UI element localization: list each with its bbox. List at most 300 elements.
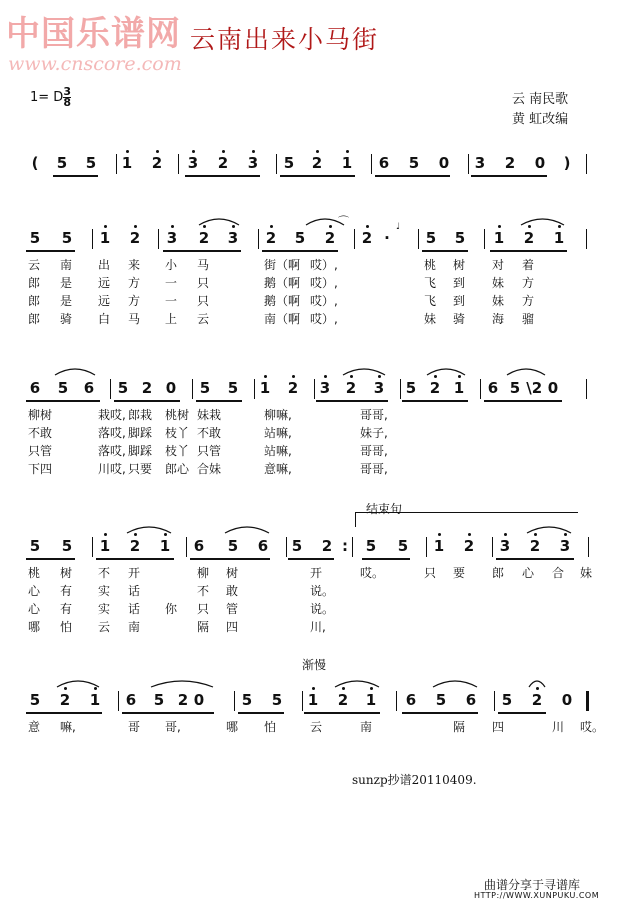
lyric-syllable: 哎）, [310, 312, 338, 326]
watermark-url: www.cnscore.com [8, 53, 182, 75]
lyric-syllable: 南 [60, 258, 73, 272]
note: 5 [397, 537, 409, 555]
barline [158, 229, 159, 249]
note: 1 [341, 154, 353, 172]
note: 2 [324, 229, 336, 247]
lyric-syllable: 川哎, [98, 462, 126, 476]
note: 3 [373, 379, 385, 397]
note: 5 [61, 537, 73, 555]
eighth-beam [122, 712, 214, 714]
slur [432, 678, 478, 688]
lyric-syllable: 到 [453, 276, 466, 290]
note: 5 [29, 537, 41, 555]
lyric-syllable: 川, [310, 620, 326, 634]
lyric-syllable: 开 [310, 566, 323, 580]
note: 2 [141, 379, 153, 397]
lyric-syllable: 小 [165, 258, 178, 272]
note: 1 [365, 691, 377, 709]
barline [494, 691, 495, 711]
lyric-syllable: 着 [522, 258, 535, 272]
lyric-syllable: 南 [128, 620, 141, 634]
note: 5 [435, 691, 447, 709]
eighth-beam [280, 175, 355, 177]
barline [586, 691, 589, 711]
note: 2 [529, 537, 541, 555]
lyric-syllable: 哥 [128, 720, 141, 734]
octave-dot [366, 225, 369, 228]
lyric-syllable: 你 [165, 602, 178, 616]
barline [480, 379, 481, 399]
note: 2 [429, 379, 441, 397]
eighth-beam [362, 558, 410, 560]
lyric-syllable: 落哎, [98, 426, 126, 440]
lyric-syllable: 哎。 [360, 566, 385, 580]
lyric-syllable: 郎栽 [128, 408, 153, 422]
lyric-syllable: 话 [128, 602, 141, 616]
lyric-syllable: 意 [28, 720, 41, 734]
lyric-syllable: 有 [60, 602, 73, 616]
lyric-syllable: 脚踩 [128, 444, 153, 458]
octave-dot [498, 225, 501, 228]
barline [92, 537, 93, 557]
note: 2 [531, 379, 543, 397]
lyric-syllable: 哥哥, [360, 462, 388, 476]
eighth-beam [402, 712, 478, 714]
lyric-syllable: 不 [98, 566, 111, 580]
barline [254, 379, 255, 399]
note: 6 [83, 379, 95, 397]
eighth-beam [498, 712, 546, 714]
key-signature [30, 87, 71, 108]
lyric-syllable: 上 [165, 312, 178, 326]
note: 5 [241, 691, 253, 709]
eighth-beam [26, 400, 100, 402]
barline [116, 154, 117, 174]
note: 5 [501, 691, 513, 709]
note: 6 [405, 691, 417, 709]
lyric-syllable: 哥, [165, 720, 181, 734]
lyric-syllable: 柳树 [28, 408, 53, 422]
eighth-beam [196, 400, 242, 402]
lyric-syllable: 出 [98, 258, 111, 272]
lyric-syllable: 哎）, [310, 258, 338, 272]
note: 5 [271, 691, 283, 709]
note: 6 [29, 379, 41, 397]
lyric-syllable: 妹 [424, 312, 437, 326]
barline [286, 537, 287, 557]
barline [396, 691, 397, 711]
eighth-beam [402, 400, 468, 402]
lyric-syllable: 妹子, [360, 426, 388, 440]
octave-dot [264, 375, 267, 378]
lyric-syllable: 要 [453, 566, 466, 580]
lyric-syllable: 有 [60, 584, 73, 598]
lyric-syllable: 骑 [453, 312, 466, 326]
note: 5 [227, 537, 239, 555]
note: 2 [129, 229, 141, 247]
lyric-syllable: 郎 [28, 276, 41, 290]
eighth-beam [422, 250, 468, 252]
lyric-syllable: 妹栽 [197, 408, 222, 422]
lyric-syllable: 南（啊 [264, 312, 301, 326]
slur [520, 216, 565, 226]
note: ) [563, 154, 571, 172]
lyric-syllable: 飞 [424, 276, 437, 290]
lyric-syllable: 来 [128, 258, 141, 272]
credit-source: 云 南民歌 [512, 92, 569, 107]
note: : [342, 537, 348, 555]
note: 2 [177, 691, 189, 709]
lyric-syllable: 落哎, [98, 444, 126, 458]
barline [192, 379, 193, 399]
note: 2 [361, 229, 373, 247]
note: 2 [217, 154, 229, 172]
note: \ [526, 379, 532, 397]
slur [334, 678, 380, 688]
slur [126, 524, 172, 534]
time-signature [63, 87, 71, 108]
note: 1 [89, 691, 101, 709]
lyric-syllable: 怕 [60, 620, 73, 634]
note: 1 [553, 229, 565, 247]
ending-label: 结束句 [366, 502, 403, 516]
barline [426, 537, 427, 557]
eighth-beam [471, 175, 547, 177]
barline [118, 691, 119, 711]
barline [484, 229, 485, 249]
barline [352, 537, 353, 557]
lyric-syllable: 不 [197, 584, 210, 598]
credit-arranger: 黄 虹改编 [512, 112, 569, 127]
note: 2 [463, 537, 475, 555]
barline [186, 537, 187, 557]
slur [506, 366, 546, 376]
note: ( [31, 154, 39, 172]
note: 1 [99, 537, 111, 555]
slur [528, 678, 546, 688]
eighth-beam [26, 558, 75, 560]
slur [150, 678, 214, 688]
eighth-beam [53, 175, 98, 177]
lyric-syllable: 栽哎, [98, 408, 126, 422]
octave-dot [171, 225, 174, 228]
barline [110, 379, 111, 399]
note: 3 [319, 379, 331, 397]
lyric-syllable: 南 [360, 720, 373, 734]
note: 5 [61, 229, 73, 247]
note: 2 [287, 379, 299, 397]
note: 2 [345, 379, 357, 397]
lyric-syllable: 川 [552, 720, 565, 734]
note: 2 [311, 154, 323, 172]
barline [258, 229, 259, 249]
lyric-syllable: 只 [197, 294, 210, 308]
lyric-syllable: 脚踩 [128, 426, 153, 440]
song-title: 云南出来小马街 [190, 25, 380, 54]
note: 2 [198, 229, 210, 247]
note: 1 [259, 379, 271, 397]
eighth-beam [26, 712, 102, 714]
eighth-beam [163, 250, 241, 252]
lyric-syllable: 妹 [492, 294, 505, 308]
lyric-syllable: 马 [128, 312, 141, 326]
lyric-syllable: 哎。 [580, 720, 605, 734]
lyric-syllable: 妹 [492, 276, 505, 290]
lyric-syllable: 只 [197, 602, 210, 616]
eighth-beam [185, 175, 260, 177]
note: 1 [453, 379, 465, 397]
time-beats: 3 [63, 85, 71, 98]
slur [426, 366, 466, 376]
octave-dot [134, 225, 137, 228]
note: 1 [433, 537, 445, 555]
note: 0 [547, 379, 559, 397]
lyric-syllable: 郎心 [165, 462, 190, 476]
note: 5 [117, 379, 129, 397]
eighth-beam [114, 400, 180, 402]
note: 5 [283, 154, 295, 172]
key-prefix: 1= D [30, 90, 64, 105]
lyric-syllable: 是 [60, 294, 73, 308]
lyric-syllable: 方 [128, 294, 141, 308]
lyric-syllable: 远 [98, 276, 111, 290]
eighth-beam [262, 250, 338, 252]
eighth-beam [190, 558, 270, 560]
note: · [384, 229, 390, 247]
note: 5 [294, 229, 306, 247]
eighth-beam [288, 558, 334, 560]
lyric-syllable: 方 [522, 276, 535, 290]
transcriber-note: sunzp抄谱20110409. [352, 773, 477, 787]
lyric-syllable: 心 [28, 602, 41, 616]
note: 0 [561, 691, 573, 709]
lyric-syllable: 郎 [492, 566, 505, 580]
octave-dot [192, 150, 195, 153]
eighth-beam [96, 558, 174, 560]
note: 3 [166, 229, 178, 247]
note: 5 [57, 379, 69, 397]
lyric-syllable: 妹 [580, 566, 593, 580]
note: 6 [378, 154, 390, 172]
octave-dot [156, 150, 159, 153]
note: 5 [408, 154, 420, 172]
lyric-syllable: 合 [552, 566, 565, 580]
lyric-syllable: 站嘛, [264, 426, 292, 440]
note: 5 [365, 537, 377, 555]
footer-site: HTTP://WWW.XUNPUKU.COM [474, 891, 600, 900]
note: 2 [504, 154, 516, 172]
lyric-syllable: 柳 [197, 566, 210, 580]
eighth-beam [496, 558, 574, 560]
note: 5 [509, 379, 521, 397]
barline [276, 154, 277, 174]
octave-dot [104, 225, 107, 228]
note: 2 [523, 229, 535, 247]
lyric-syllable: 四 [226, 620, 239, 634]
slur [56, 678, 100, 688]
lyric-syllable: 开 [128, 566, 141, 580]
time-unit: 8 [63, 96, 71, 109]
lyric-syllable: 哥哥, [360, 408, 388, 422]
lyric-syllable: 方 [128, 276, 141, 290]
lyric-syllable: 云 [197, 312, 210, 326]
lyric-syllable: 树 [453, 258, 466, 272]
lyric-syllable: 四 [492, 720, 505, 734]
lyric-syllable: 桃 [424, 258, 437, 272]
lyric-syllable: 怕 [264, 720, 277, 734]
note: 2 [59, 691, 71, 709]
lyric-syllable: 白 [98, 312, 111, 326]
barline [234, 691, 235, 711]
barline [92, 229, 93, 249]
slur [198, 216, 240, 226]
note: 2 [531, 691, 543, 709]
lyric-syllable: 意嘛, [264, 462, 292, 476]
lyric-syllable: 是 [60, 276, 73, 290]
octave-dot [252, 150, 255, 153]
note: 6 [125, 691, 137, 709]
lyric-syllable: 实 [98, 602, 111, 616]
lyric-syllable: 实 [98, 584, 111, 598]
lyric-syllable: 鹅（啊 [264, 276, 301, 290]
lyric-syllable: 哪 [28, 620, 41, 634]
note: 0 [165, 379, 177, 397]
barline [314, 379, 315, 399]
lyric-syllable: 到 [453, 294, 466, 308]
note: 3 [227, 229, 239, 247]
tempo-mark: 渐慢 [302, 658, 327, 672]
lyric-syllable: 嘛, [60, 720, 76, 734]
lyric-syllable: 话 [128, 584, 141, 598]
lyric-syllable: 桃 [28, 566, 41, 580]
lyric-syllable: 说。 [310, 602, 335, 616]
note: 2 [337, 691, 349, 709]
barline [354, 229, 355, 249]
note: 5 [405, 379, 417, 397]
note: 6 [487, 379, 499, 397]
note: 2 [265, 229, 277, 247]
note: 1 [493, 229, 505, 247]
lyric-syllable: 郎 [28, 294, 41, 308]
note: 1 [307, 691, 319, 709]
eighth-beam [26, 250, 75, 252]
slur [54, 366, 96, 376]
lyric-syllable: 云 [28, 258, 41, 272]
grace-mark: ♩ [396, 222, 401, 232]
eighth-beam [375, 175, 450, 177]
note: 1 [99, 229, 111, 247]
note: 5 [56, 154, 68, 172]
lyric-syllable: 枝丫 [165, 444, 190, 458]
lyric-syllable: 树 [226, 566, 239, 580]
note: 5 [227, 379, 239, 397]
octave-dot [312, 687, 315, 690]
lyric-syllable: 远 [98, 294, 111, 308]
lyric-syllable: 只管 [197, 444, 222, 458]
barline [371, 154, 372, 174]
lyric-syllable: 心 [28, 584, 41, 598]
note: 5 [29, 691, 41, 709]
note: 1 [121, 154, 133, 172]
octave-dot [270, 225, 273, 228]
note: 1 [159, 537, 171, 555]
octave-dot [126, 150, 129, 153]
note: 3 [187, 154, 199, 172]
note: 3 [559, 537, 571, 555]
note: 6 [465, 691, 477, 709]
lyric-syllable: 骝 [522, 312, 535, 326]
footer-share: 曲谱分享于寻谱库 [484, 878, 581, 892]
lyric-syllable: 树 [60, 566, 73, 580]
barline [588, 537, 589, 557]
note: 5 [454, 229, 466, 247]
lyric-syllable: 只 [424, 566, 437, 580]
slur [342, 366, 386, 376]
eighth-beam [304, 712, 380, 714]
lyric-syllable: 隔 [453, 720, 466, 734]
lyric-syllable: 枝丫 [165, 426, 190, 440]
lyric-syllable: 对 [492, 258, 505, 272]
lyric-syllable: 柳嘛, [264, 408, 292, 422]
octave-dot [104, 533, 107, 536]
lyric-syllable: 敢 [226, 584, 239, 598]
lyric-syllable: 隔 [197, 620, 210, 634]
lyric-syllable: 飞 [424, 294, 437, 308]
barline [492, 537, 493, 557]
note: 6 [193, 537, 205, 555]
lyric-syllable: 桃树 [165, 408, 190, 422]
lyric-syllable: 一 [165, 276, 178, 290]
octave-dot [438, 533, 441, 536]
barline [418, 229, 419, 249]
octave-dot [222, 150, 225, 153]
note: 0 [438, 154, 450, 172]
lyric-syllable: 哎）, [310, 294, 338, 308]
lyric-syllable: 站嘛, [264, 444, 292, 458]
octave-dot [346, 150, 349, 153]
barline [586, 229, 587, 249]
octave-dot [504, 533, 507, 536]
note: 2 [321, 537, 333, 555]
barline [302, 691, 303, 711]
lyric-syllable: 不敢 [197, 426, 222, 440]
lyric-syllable: 鹅（啊 [264, 294, 301, 308]
note: 0 [534, 154, 546, 172]
octave-dot [468, 533, 471, 536]
lyric-syllable: 只管 [28, 444, 53, 458]
eighth-beam [484, 400, 562, 402]
note: 3 [499, 537, 511, 555]
lyric-syllable: 海 [492, 312, 505, 326]
lyric-syllable: 只要 [128, 462, 153, 476]
barline [586, 379, 587, 399]
lyric-syllable: 心 [522, 566, 535, 580]
fermata-mark: ⌒ [338, 215, 349, 228]
watermark-logo: 中国乐谱网 [6, 14, 181, 54]
eighth-beam [316, 400, 388, 402]
lyric-syllable: 方 [522, 294, 535, 308]
note: 5 [199, 379, 211, 397]
note: 5 [153, 691, 165, 709]
note: 5 [291, 537, 303, 555]
note: 0 [193, 691, 205, 709]
note: 2 [129, 537, 141, 555]
lyric-syllable: 管 [226, 602, 239, 616]
barline [178, 154, 179, 174]
lyric-syllable: 哎）, [310, 276, 338, 290]
lyric-syllable: 郎 [28, 312, 41, 326]
octave-dot [324, 375, 327, 378]
